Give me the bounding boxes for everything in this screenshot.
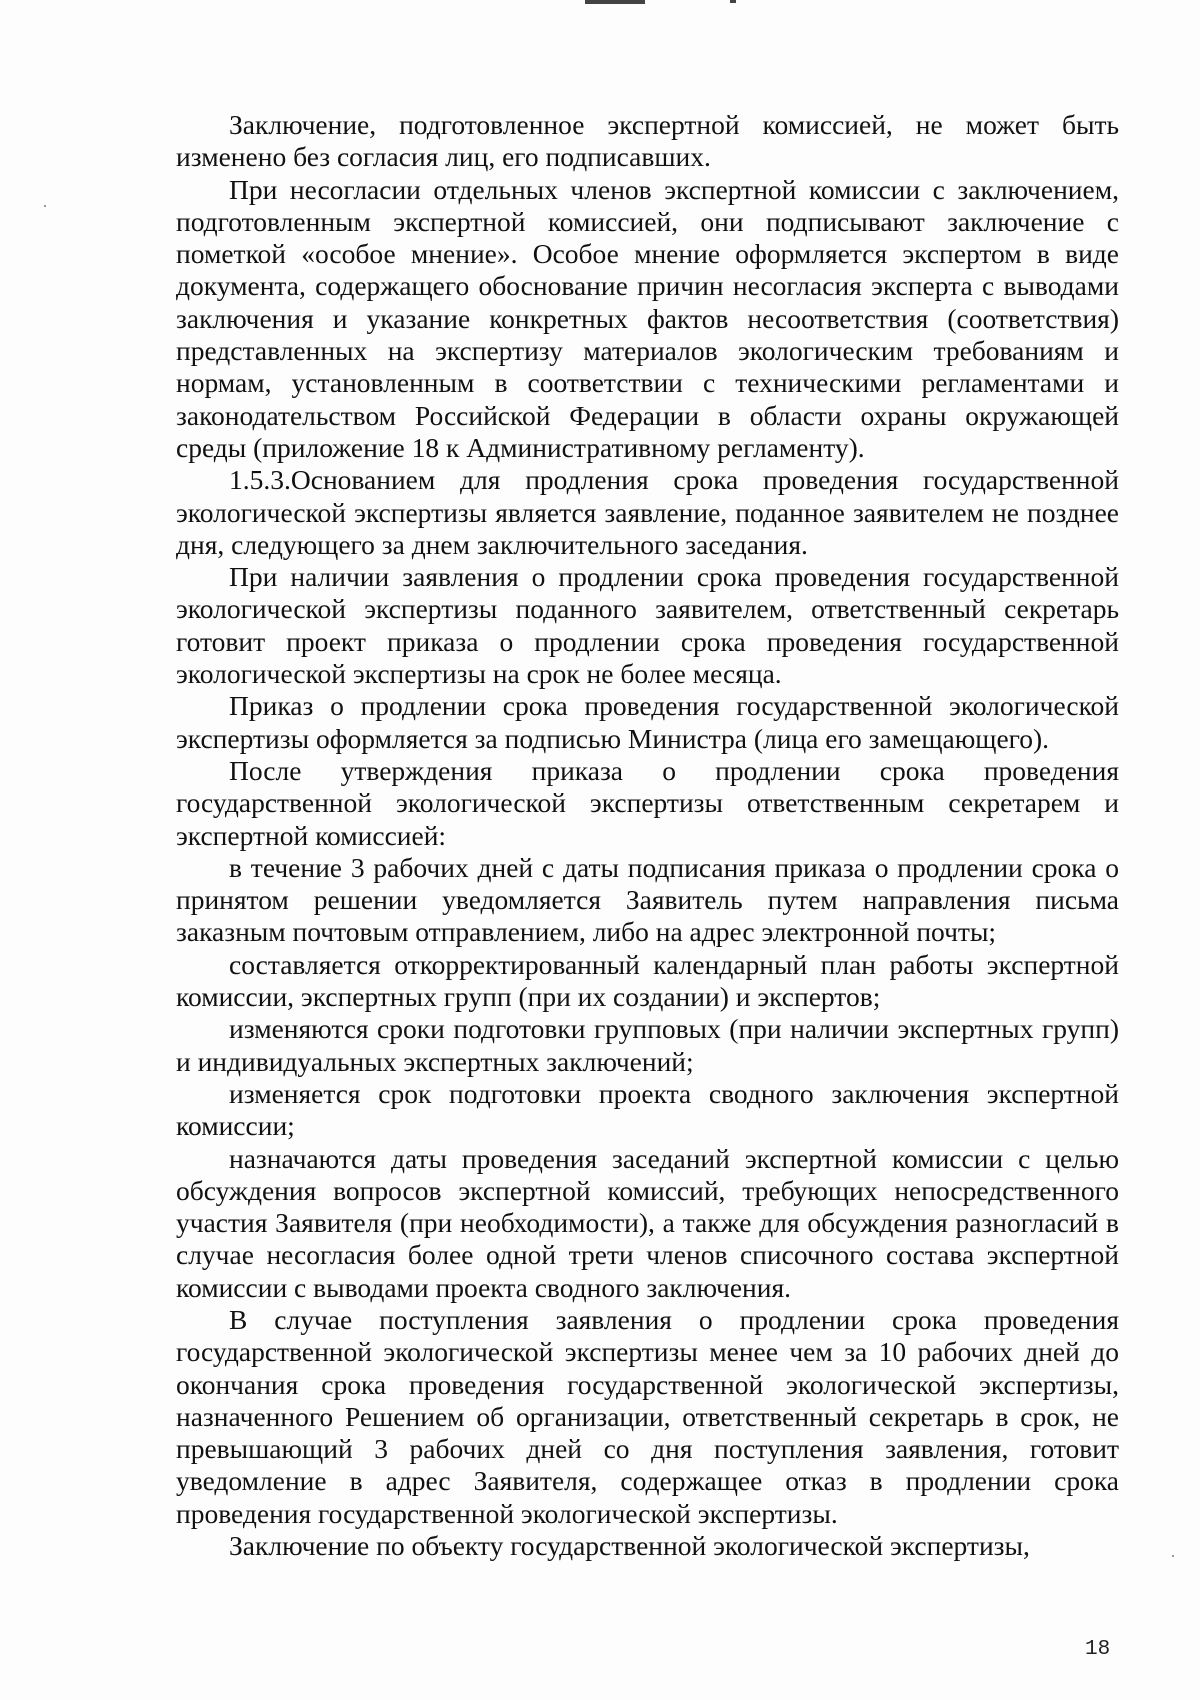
scan-artifact bbox=[585, 0, 645, 4]
paragraph: Приказ о продлении срока проведения государственной экологической экспертизы оформляется за подписью Министра (лица его замещающего). bbox=[176, 690, 1119, 754]
scan-artifact bbox=[1172, 1555, 1174, 1557]
paragraph: При наличии заявления о продлении срока проведения государственной экологической экспертизы поданного заявителем, ответственный секретарь готовит проект приказа о продлении срока проведения государственной экологической экспертизы на срок не более месяца. bbox=[176, 561, 1119, 690]
paragraph: Заключение по объекту государственной экологической экспертизы, bbox=[229, 1530, 1030, 1562]
paragraph: После утверждения приказа о продлении срока проведения государственной экологической экспертизы ответственным секретарем и экспертной комиссией: bbox=[176, 754, 1119, 851]
paragraph: в течение 3 рабочих дней с даты подписания приказа о продлении срока о принятом решении уведомляется Заявитель путем направления письма заказным почтовым отправлением, либо на адрес электронной почты; bbox=[176, 851, 1119, 948]
page-number: 18 bbox=[1085, 1638, 1111, 1661]
scan-artifact bbox=[44, 205, 46, 207]
scan-artifact bbox=[730, 0, 736, 3]
document-body bbox=[176, 109, 1119, 1562]
paragraph: изменяются сроки подготовки групповых (при наличии экспертных групп) и индивидуальных экспертных заключений; bbox=[176, 1013, 1119, 1077]
paragraph: составляется откорректированный календарный план работы экспертной комиссии, экспертных групп (при их создании) и экспертов; bbox=[176, 948, 1119, 1013]
paragraph: 1.5.3.Основанием для продления срока проведения государственной экологической экспертизы является заявление, поданное заявителем не позднее дня, следующего за днем заключительного заседания. bbox=[176, 464, 1119, 560]
paragraph: изменяется срок подготовки проекта сводного заключения экспертной комиссии; bbox=[176, 1077, 1119, 1142]
paragraph: назначаются даты проведения заседаний экспертной комиссии с целью обсуждения вопросов экспертной комиссий, требующих непосредственного участия Заявителя (при необходимости), а также для обсуждения разногласий в случае несогласия более одной трети членов списочного состава экспертной комиссии с выводами проекта сводного заключения. bbox=[176, 1142, 1119, 1303]
paragraph: Заключение, подготовленное экспертной комиссией, не может быть изменено без согласия лиц, его подписавших. bbox=[176, 109, 1119, 173]
paragraph: В случае поступления заявления о продлении срока проведения государственной экологической экспертизы менее чем за 10 рабочих дней до окончания срока проведения государственной экологической экспертизы, назначенного Решением об организации, ответственный секретарь в срок, не превышающий 3 рабочих дней со дня поступления заявления, готовит уведомление в адрес Заявителя, содержащее отказ в продлении срока проведения государственной экологической экспертизы. bbox=[176, 1303, 1119, 1529]
paragraph: При несогласии отдельных членов экспертной комиссии с заключением, подготовленным экспертной комиссией, они подписывают заключение с пометкой «особое мнение». Особое мнение оформляется экспертом в виде документа, содержащего обоснование причин несогласия эксперта с выводами заключения и указание конкретных фактов несоответствия (соответствия) представленных на экспертизу материалов экологическим требованиям и нормам, установленным в соответствии с техническими регламентами и законодательством Российской Федерации в области охраны окружающей среды (приложение 18 к Административному регламенту). bbox=[176, 173, 1119, 463]
